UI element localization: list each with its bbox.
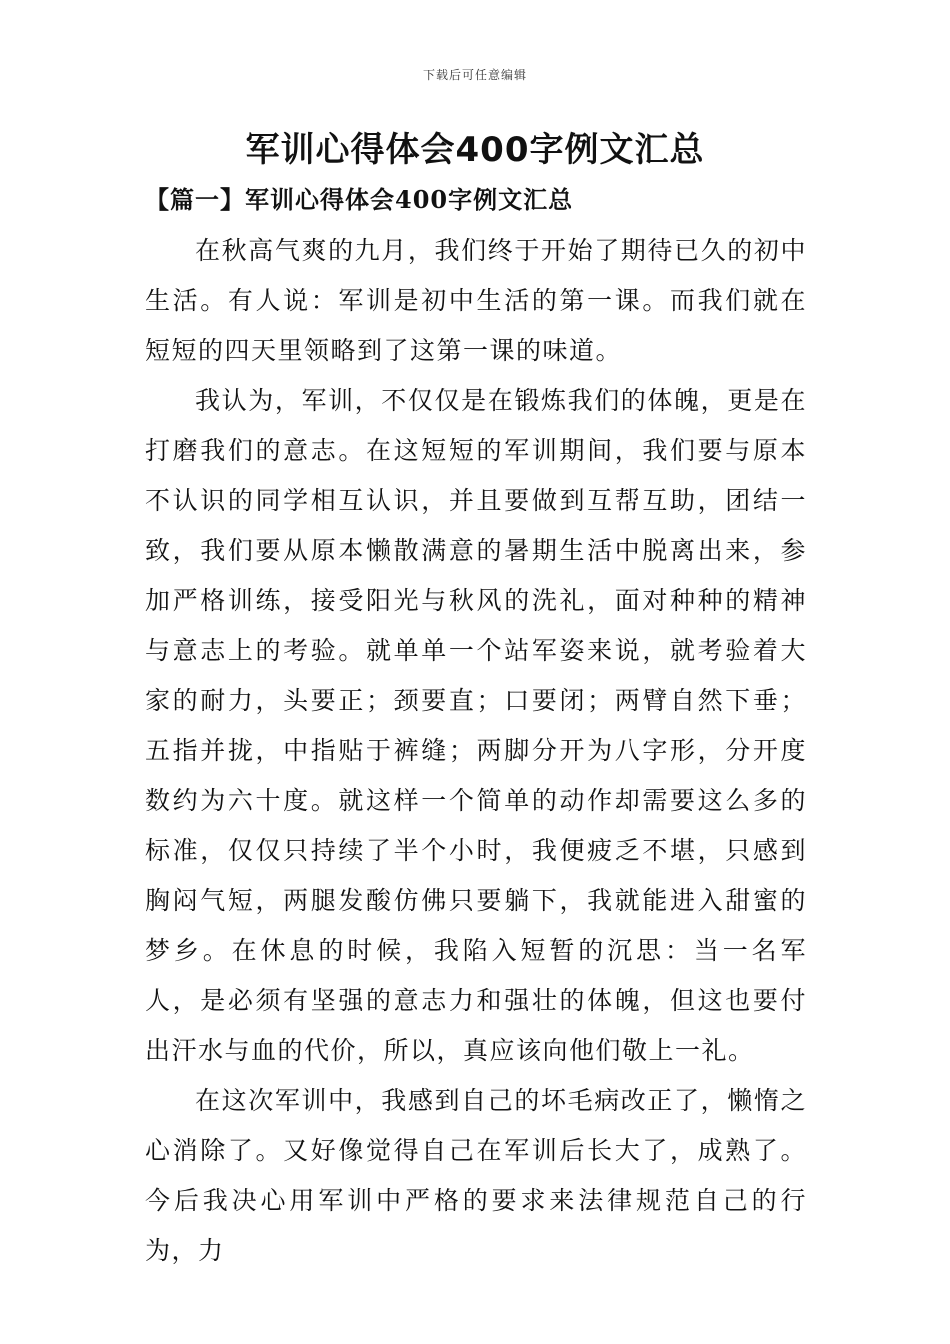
body-text — [145, 226, 807, 1276]
header-note: 下载后可任意编辑 — [422, 68, 527, 82]
document-title: 军训心得体会400字例文汇总 — [245, 130, 705, 170]
paragraph-2: 我认为，军训，不仅仅是在锻炼我们的体魄，更是在打磨我们的意志。在这短短的军训期间，我们要与原本不认识的同学相互认识，并且要做到互帮互助，团结一致，我们要从原本懒散满意的暑期生活中脱离出来，参加严格训练，接受阳光与秋风的洗礼，面对种种的精神与意志上的考验。就单单一个站军姿来说，就考验着大家的耐力，头要正；颈要直；口要闭；两臂自然下垂；五指并拢，中指贴于裤缝；两脚分开为八字形，分开度数约为六十度。就这样一个简单的动作却需要这么多的标准，仅仅只持续了半个小时，我便疲乏不堪，只感到胸闷气短，两腿发酸仿佛只要躺下，我就能进入甜蜜的梦乡。在休息的时候，我陷入短暂的沉思：当一名军人，是必须有坚强的意志力和强壮的体魄，但这也要付出汗水与血的代价，所以，真应该向他们敬上一礼。 — [145, 386, 807, 1065]
paragraph-1: 在秋高气爽的九月，我们终于开始了期待已久的初中生活。有人说：军训是初中生活的第一课。而我们就在短短的四天里领略到了这第一课的味道。 — [145, 236, 807, 365]
paragraph-3: 在这次军训中，我感到自己的坏毛病改正了，懒惰之心消除了。又好像觉得自己在军训后长大了，成熟了。今后我决心用军训中严格的要求来法律规范自己的行为，力 — [145, 1086, 807, 1265]
section-heading: 【篇一】军训心得体会400字例文汇总 — [145, 185, 574, 214]
